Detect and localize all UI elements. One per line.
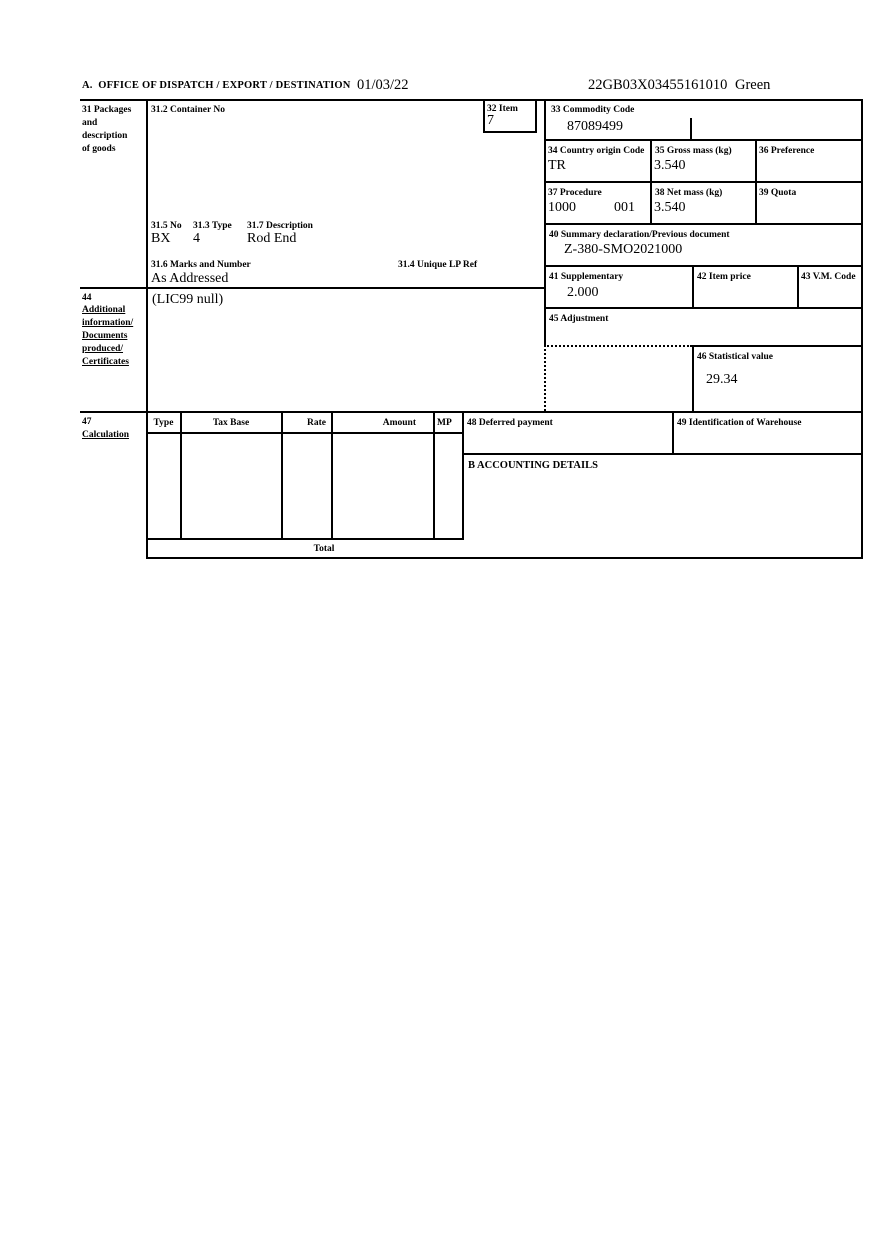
- calc-col4-divider: [433, 411, 435, 538]
- box48-49-divider: [672, 411, 674, 453]
- row34-bottom-rule: [544, 181, 863, 183]
- row41-bottom-rule: [544, 307, 863, 309]
- procedure-value-2: 001: [614, 200, 635, 215]
- box32-bottom-rule: [483, 131, 537, 133]
- supplementary-value: 2.000: [567, 285, 599, 300]
- box44-label-line4: produced/: [82, 344, 124, 354]
- dotted-left-rule: [544, 345, 546, 411]
- item-number-label: 32 Item: [487, 104, 518, 114]
- commodity-code-value: 87089499: [567, 119, 623, 134]
- packages-type-label: 31.3 Type: [193, 221, 232, 231]
- adjustment-label: 45 Adjustment: [549, 314, 609, 324]
- box45-dotted-bottom-rule: [544, 345, 692, 347]
- box32-right-rule: [535, 99, 537, 131]
- calc-header-bottom-rule: [146, 432, 464, 434]
- col35-36-divider: [755, 141, 757, 223]
- box44-label-line5: Certificates: [82, 357, 129, 367]
- calc-col-type-header: Type: [153, 418, 174, 428]
- box47-number: 47: [82, 417, 92, 427]
- unique-lp-ref-label: 31.4 Unique LP Ref: [398, 260, 478, 270]
- box46-top-rule: [692, 345, 863, 347]
- statistical-value: 29.34: [706, 372, 738, 387]
- box44-label-line1: Additional: [82, 305, 126, 315]
- country-origin-value: TR: [548, 158, 566, 173]
- box31-label-line1: 31 Packages: [82, 105, 132, 115]
- label-column-divider: [146, 99, 148, 559]
- box31-label-line2: and: [82, 118, 98, 128]
- commodity-code-divider: [690, 118, 692, 141]
- box47-label: Calculation: [82, 430, 129, 440]
- item-price-label: 42 Item price: [697, 272, 751, 282]
- right-column-left-rule: [544, 99, 546, 345]
- packages-desc-label: 31.7 Description: [247, 221, 313, 231]
- packages-type-value: 4: [193, 231, 200, 246]
- box31-label-line3: description: [82, 131, 128, 141]
- calc-col2-divider: [281, 411, 283, 538]
- box44-number: 44: [82, 293, 92, 303]
- form-bottom-rule: [146, 557, 863, 559]
- warehouse-id-label: 49 Identification of Warehouse: [677, 418, 802, 428]
- packages-desc-value: Rod End: [247, 231, 297, 246]
- net-mass-value: 3.540: [654, 200, 686, 215]
- box31-label-line4: of goods: [82, 144, 116, 154]
- col34-35-divider: [650, 141, 652, 223]
- calc-col-rate-header: Rate: [307, 418, 326, 428]
- calc-col-mp-header: MP: [437, 418, 452, 428]
- summary-declaration-label: 40 Summary declaration/Previous document: [549, 230, 730, 240]
- calc-table-right-rule: [462, 411, 464, 538]
- movement-reference-number: 22GB03X03455161010: [588, 77, 728, 93]
- supplementary-label: 41 Supplementary: [549, 272, 624, 282]
- item-number-value: 7: [487, 113, 494, 128]
- box40-bottom-rule: [544, 265, 863, 267]
- accounting-details-label: B ACCOUNTING DETAILS: [468, 460, 598, 471]
- routing-status: Green: [735, 77, 771, 93]
- gross-mass-label: 35 Gross mass (kg): [655, 146, 732, 156]
- packages-no-value: BX: [151, 231, 171, 246]
- calc-table-bottom-rule: [146, 538, 464, 540]
- procedure-label: 37 Procedure: [548, 188, 602, 198]
- deferred-payment-label: 48 Deferred payment: [467, 418, 553, 428]
- box46-left-rule: [692, 345, 694, 411]
- calc-col3-divider: [331, 411, 333, 538]
- col42-43-divider: [797, 266, 799, 307]
- section-boundary-rule: [80, 411, 863, 413]
- calc-total-label: Total: [313, 544, 335, 554]
- net-mass-label: 38 Net mass (kg): [655, 188, 723, 198]
- marks-number-value: As Addressed: [151, 271, 229, 286]
- preference-label: 36 Preference: [759, 146, 815, 156]
- procedure-value-1: 1000: [548, 200, 576, 215]
- form-top-rule: [80, 99, 863, 101]
- calc-col-amount-header: Amount: [382, 418, 416, 428]
- box32-left-rule: [483, 99, 485, 131]
- packages-no-label: 31.5 No: [151, 221, 182, 231]
- vm-code-label: 43 V.M. Code: [801, 272, 856, 282]
- summary-declaration-value: Z-380-SMO2021000: [564, 242, 683, 257]
- additional-information-value: (LIC99 null): [152, 292, 224, 307]
- box33-bottom-rule: [544, 139, 863, 141]
- gross-mass-value: 3.540: [654, 158, 686, 173]
- calc-col1-divider: [180, 411, 182, 538]
- commodity-code-label: 33 Commodity Code: [551, 105, 635, 115]
- row37-bottom-rule: [544, 223, 863, 225]
- calc-col-taxbase-header: Tax Base: [212, 418, 250, 428]
- container-no-label: 31.2 Container No: [151, 105, 225, 115]
- accounting-top-rule: [462, 453, 863, 455]
- box44-label-line3: Documents: [82, 331, 128, 341]
- form-right-rule: [861, 99, 863, 559]
- quota-label: 39 Quota: [759, 188, 797, 198]
- marks-number-label: 31.6 Marks and Number: [151, 260, 251, 270]
- box44-label-line2: information/: [82, 318, 134, 328]
- statistical-value-label: 46 Statistical value: [697, 352, 773, 362]
- country-origin-label: 34 Country origin Code: [548, 146, 645, 156]
- col41-42-divider: [692, 266, 694, 307]
- office-of-dispatch-title: A. OFFICE OF DISPATCH / EXPORT / DESTINATION: [82, 80, 351, 91]
- dispatch-date: 01/03/22: [357, 77, 409, 93]
- box44-top-rule: [80, 287, 546, 289]
